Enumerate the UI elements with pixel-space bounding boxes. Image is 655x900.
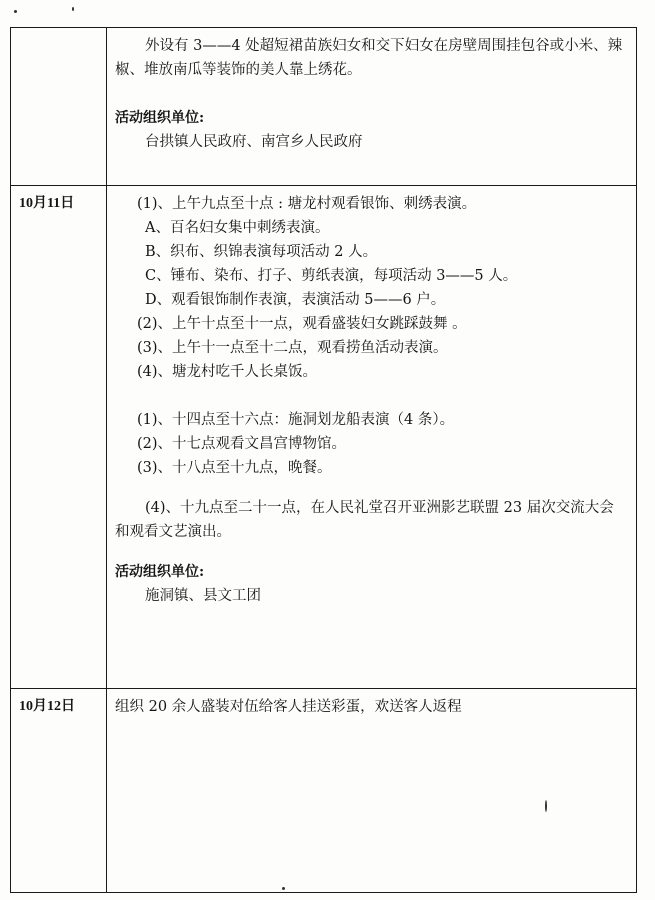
schedule-subitem: D、观看银饰制作表演，表演活动 5——6 户。 bbox=[145, 292, 446, 308]
organizer-title: 活动组织单位: bbox=[115, 110, 205, 126]
content-cell bbox=[107, 28, 636, 185]
content-cell bbox=[107, 689, 636, 892]
intro-paragraph: 外设有 3——4 处超短裙苗族妇女和交下妇女在房壁周围挂包谷或小米、辣椒、堆放南瓜等装饰的美人靠上绣花。 bbox=[115, 38, 623, 78]
content-cell bbox=[107, 186, 636, 688]
organizer-title: 活动组织单位: bbox=[115, 564, 205, 580]
organizer-text: 台拱镇人民政府、南宫乡人民政府 bbox=[145, 134, 363, 150]
scan-speck bbox=[14, 10, 17, 13]
scan-speck bbox=[282, 887, 285, 890]
table-row-continuation bbox=[11, 28, 636, 186]
schedule-item: (3)、十八点至十九点，晚餐。 bbox=[137, 460, 332, 476]
schedule-item: (1)、十四点至十六点：施洞划龙船表演（4 条）。 bbox=[137, 412, 455, 428]
scan-speck bbox=[545, 800, 547, 812]
evening-paragraph: (4)、十九点至二十一点，在人民礼堂召开亚洲影艺联盟 23 届次交流大会和观看文艺演出。 bbox=[115, 500, 614, 540]
organizer-text: 施洞镇、县文工团 bbox=[145, 588, 261, 604]
schedule-item: (2)、上午十点至十一点，观看盛装妇女跳踩鼓舞 。 bbox=[137, 316, 467, 332]
date-cell-empty bbox=[11, 28, 107, 185]
scan-speck bbox=[72, 7, 74, 11]
schedule-subitem: B、织布、织锦表演每项活动 2 人。 bbox=[145, 244, 378, 260]
schedule-item: (3)、上午十一点至十二点，观看捞鱼活动表演。 bbox=[137, 340, 448, 356]
date-cell: 10月12日 bbox=[11, 689, 107, 892]
schedule-item: 组织 20 余人盛装对伍给客人挂送彩蛋，欢送客人返程 bbox=[115, 699, 462, 715]
schedule-item: (2)、十七点观看文昌宫博物馆。 bbox=[137, 436, 347, 452]
schedule-subitem: C、锤布、染布、打子、剪纸表演，每项活动 3——5 人。 bbox=[145, 268, 518, 284]
schedule-table bbox=[10, 27, 637, 893]
table-row-oct-11 bbox=[11, 186, 636, 689]
schedule-item: (4)、塘龙村吃千人长桌饭。 bbox=[137, 364, 318, 380]
table-row-oct-12 bbox=[11, 689, 636, 892]
schedule-item: (1)、上午九点至十点 : 塘龙村观看银饰、刺绣表演。 bbox=[137, 196, 477, 212]
date-cell: 10月11日 bbox=[11, 186, 107, 688]
schedule-subitem: A、百名妇女集中刺绣表演。 bbox=[145, 220, 330, 236]
